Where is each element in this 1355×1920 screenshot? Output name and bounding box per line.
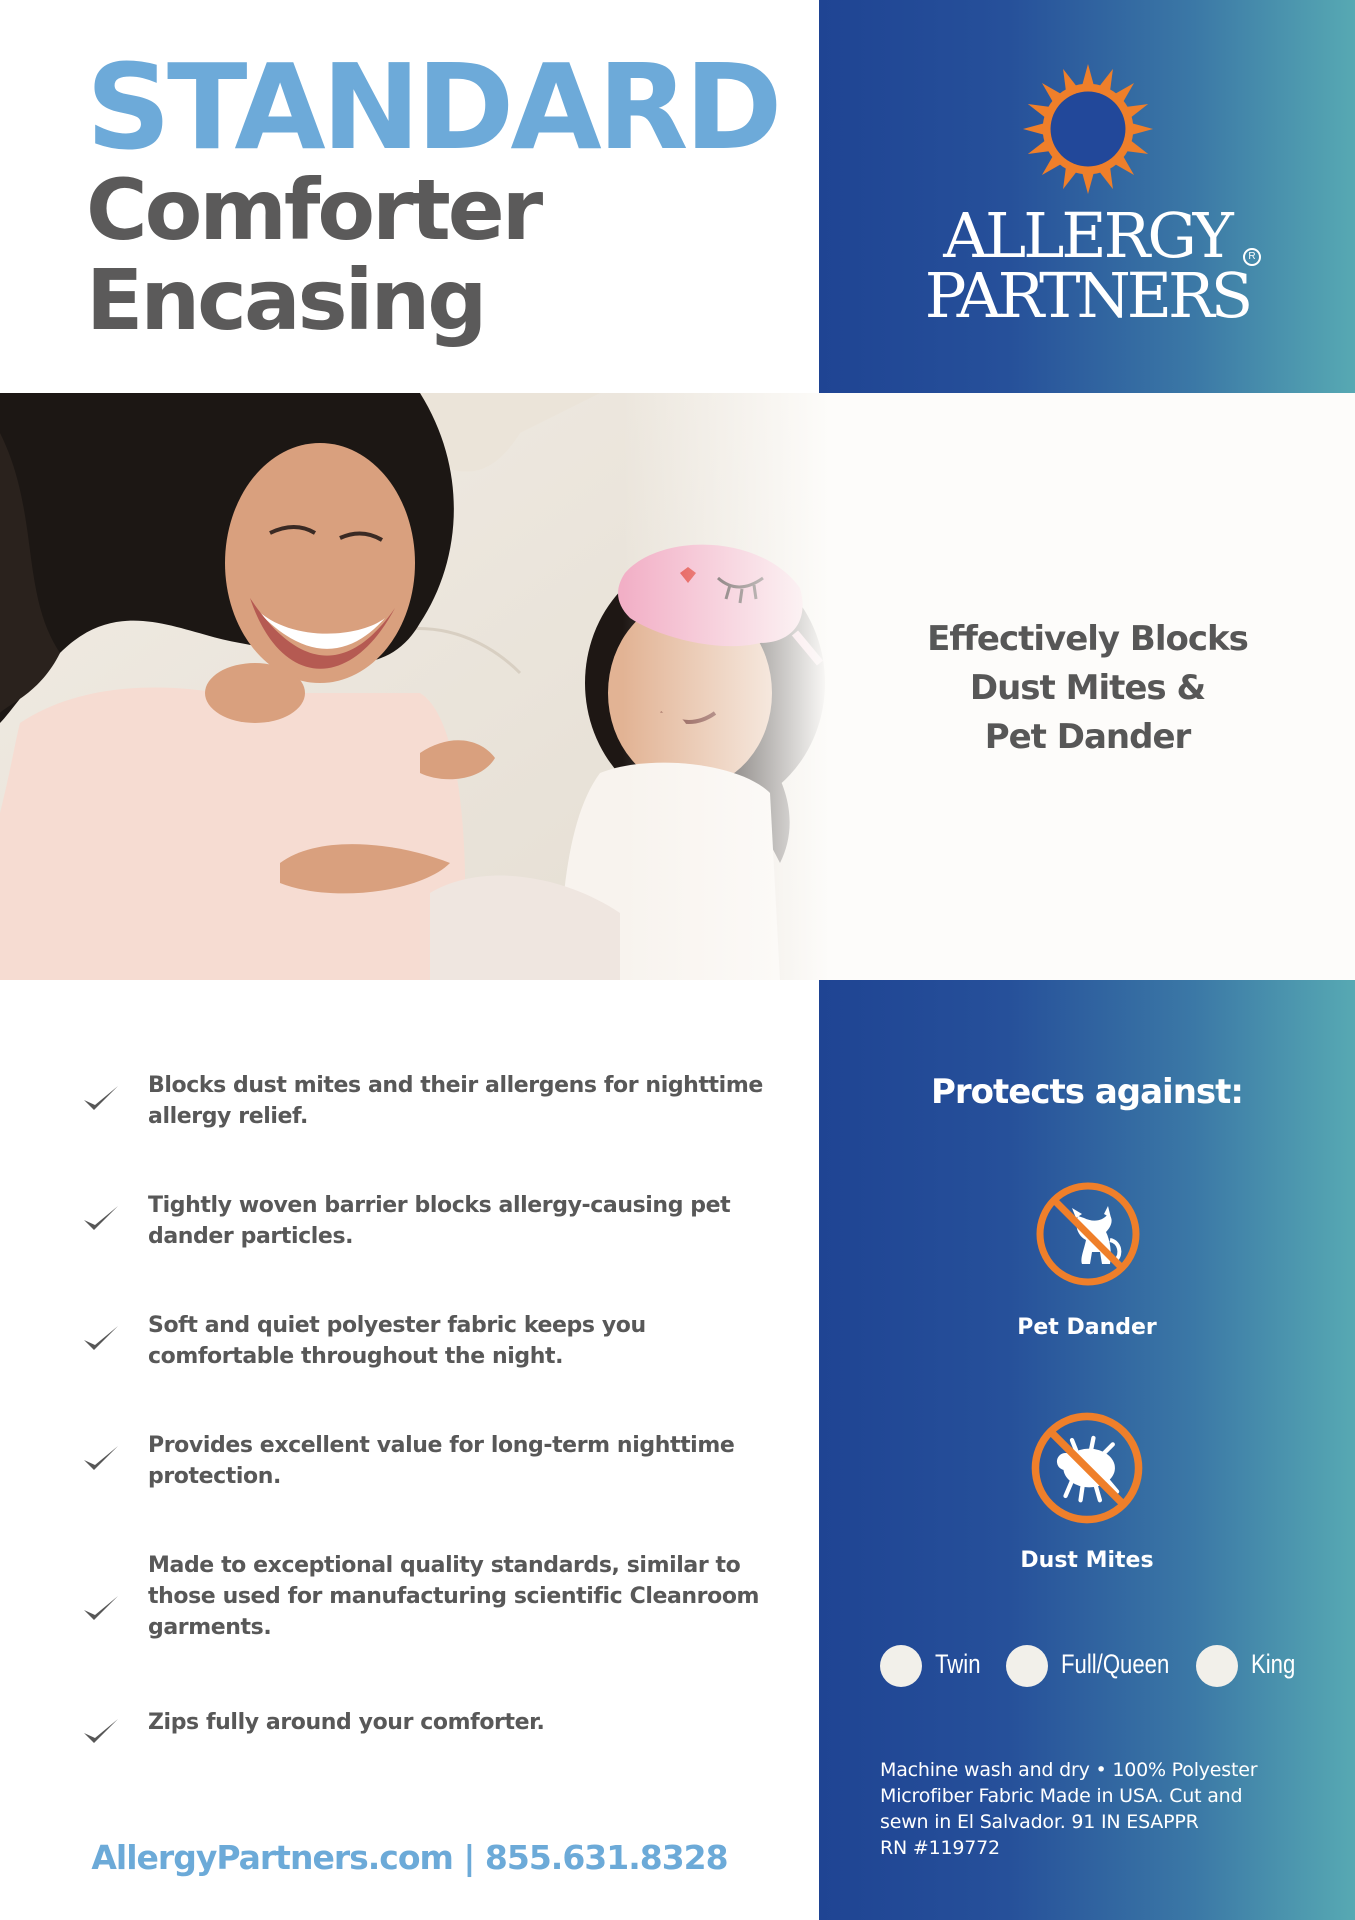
sun-ray <box>1082 172 1094 194</box>
feature-text-line: those used for manufacturing scientific Cleanroom <box>148 1584 760 1609</box>
feature-text-line: allergy relief. <box>148 1104 308 1129</box>
size-label: Twin <box>935 1649 981 1679</box>
hero-band <box>0 393 1355 980</box>
feature-text-line: Provides excellent value for long-term nighttime <box>148 1433 735 1458</box>
care-instructions <box>880 1757 1320 1861</box>
title-encasing: Encasing <box>86 251 485 349</box>
contact-info[interactable]: AllergyPartners.com | 855.631.8328 <box>91 1838 728 1877</box>
feature-text-line: Blocks dust mites and their allergens for nighttime <box>148 1073 763 1098</box>
sun-icon <box>1019 60 1157 198</box>
feature-text <box>148 1310 798 1372</box>
checkmark-icon <box>82 1717 120 1747</box>
feature-text-line: protection. <box>148 1464 281 1489</box>
size-checkbox[interactable] <box>1196 1645 1238 1687</box>
title-block <box>0 0 819 393</box>
no-dust-mites-icon <box>1029 1410 1145 1526</box>
feature-text <box>148 1190 798 1252</box>
feature-text-line: dander particles. <box>148 1224 354 1249</box>
title-comforter: Comforter <box>86 161 541 259</box>
feature-text <box>148 1070 798 1132</box>
hero-photo <box>0 393 830 980</box>
threat-label-pet-dander: Pet Dander <box>1017 1315 1157 1340</box>
no-pet-dander-icon <box>1034 1180 1142 1288</box>
feature-text-line: Zips fully around your comforter. <box>148 1710 545 1735</box>
feature-text-line: Made to exceptional quality standards, similar to <box>148 1553 741 1578</box>
threat-label-dust-mites: Dust Mites <box>1020 1548 1154 1573</box>
title-standard: STANDARD <box>86 38 779 176</box>
protects-heading: Protects against: <box>930 1072 1243 1112</box>
size-label: King <box>1251 1649 1296 1679</box>
feature-text-line: garments. <box>148 1615 272 1640</box>
checkmark-icon <box>82 1084 120 1114</box>
sun-ray <box>1082 64 1094 86</box>
care-line: RN #119772 <box>880 1837 1000 1859</box>
care-line: Microfiber Fabric Made in USA. Cut and <box>880 1785 1243 1807</box>
brand-name-allergy: ALLERGY <box>943 199 1231 272</box>
care-line: Machine wash and dry • 100% Polyester <box>880 1759 1258 1781</box>
feature-text <box>148 1430 798 1492</box>
hero-tagline <box>890 615 1285 762</box>
sun-ray <box>1023 123 1045 135</box>
feature-text <box>148 1550 798 1643</box>
checkmark-icon <box>82 1444 120 1474</box>
size-label: Full/Queen <box>1061 1649 1170 1679</box>
checkmark-icon <box>82 1324 120 1354</box>
size-checkbox[interactable] <box>1006 1645 1048 1687</box>
feature-text <box>148 1707 798 1738</box>
feature-text-line: Tightly woven barrier blocks allergy-causing pet <box>148 1193 731 1218</box>
hero-tagline-line: Pet Dander <box>984 717 1191 757</box>
size-checkbox[interactable] <box>880 1645 922 1687</box>
feature-text-line: Soft and quiet polyester fabric keeps you <box>148 1313 646 1338</box>
brand-panel <box>819 0 1355 393</box>
feature-text-line: comfortable throughout the night. <box>148 1344 564 1369</box>
checkmark-icon <box>82 1204 120 1234</box>
brand-name-partners: PARTNERS <box>924 259 1250 332</box>
sun-ray <box>1131 123 1153 135</box>
registered-mark: R <box>1243 248 1261 266</box>
care-line: sewn in El Salvador. 91 IN ESAPPR <box>880 1811 1199 1833</box>
protects-panel <box>819 980 1355 1920</box>
features-panel <box>0 980 819 1920</box>
checkmark-icon <box>82 1594 120 1624</box>
hero-tagline-line: Effectively Blocks <box>927 619 1248 659</box>
hero-tagline-line: Dust Mites & <box>969 668 1206 708</box>
